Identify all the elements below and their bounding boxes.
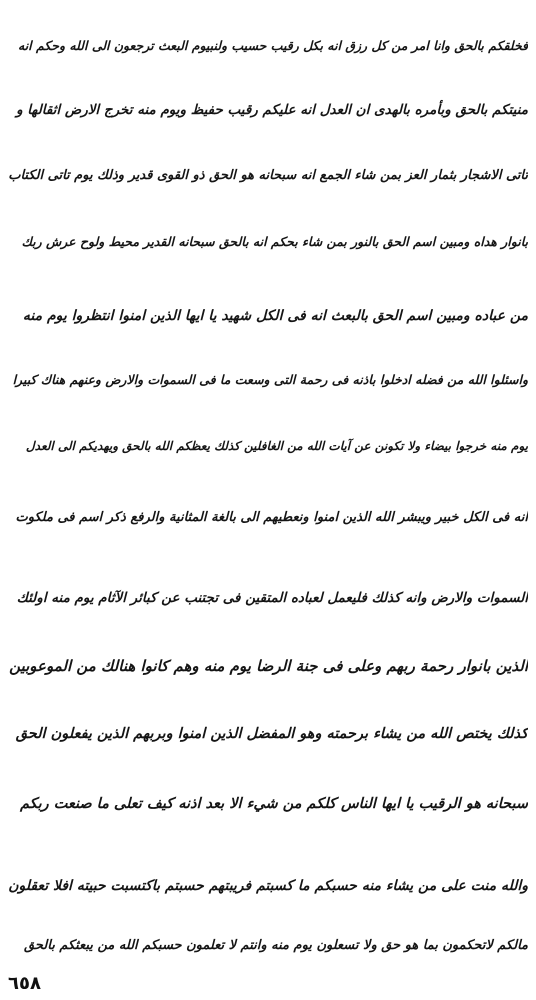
manuscript-line: فخلقكم بالحق وانا امر من كل رزق انه بكل رقيب حسيب ولنبيوم البعث ترجعون الى الله وحكم انه [18, 38, 528, 53]
manuscript-line: مالكم لاتحكمون بما هو حق ولا تسعلون يوم منه وانتم لا تعلمون حسبكم الله من يبعثكم بالحق [24, 938, 528, 953]
manuscript-line: من عباده ومبين اسم الحق بالبعث انه فى الكل شهيد يا ايها الذين امنوا انتظروا يوم منه [22, 308, 528, 324]
manuscript-line: بانوار هداه ومبين اسم الحق بالنور بمن شاء بحكم انه بالحق سبحانه القدير محيط ولوح عرش ربك [21, 234, 528, 249]
manuscript-line: منيتكم بالحق وبأمره بالهدى ان العدل انه عليكم رقيب حفيظ ويوم منه تخرج الارض اثقالها و [16, 102, 528, 118]
manuscript-line: السموات والارض وانه كذلك فليعمل لعباده المتقين فى تجتنب عن كبائر الآثام يوم منه اولئك [16, 590, 528, 606]
manuscript-line: كذلك يختص الله من يشاء برحمته وهو المفضل الذين امنوا وبربهم الذين يفعلون الحق [15, 726, 528, 742]
manuscript-line: والله منت على من يشاء منه حسبكم ما كسبتم فريبتهم حسبتم باكتسبت حبيته افلا تعقلون [8, 878, 528, 894]
manuscript-line: واسئلوا الله من فضله ادخلوا باذنه فى رحمة التى وسعت ما فى السموات والارض وعنهم هناك كبيرا [12, 372, 528, 387]
page-number: ٦٥٨ [8, 973, 41, 994]
manuscript-line: انه فى الكل خبير ويبشر الله الذين امنوا ونعطيهم الى بالغة المثانية والرفع ذكر اسم فى ملكوت [15, 510, 528, 525]
manuscript-line: يوم منه خرجوا بيضاء ولا تكونن عن آيات الله من الغافلين كذلك يعظكم الله بالحق ويهديكم الى العدل [25, 439, 528, 453]
manuscript-line: تاتى الاشجار بثمار العز بمن شاء الجمع انه سبحانه هو الحق ذو القوى قدير وذلك يوم تاتى الكتاب [8, 168, 528, 183]
manuscript-line: سبحانه هو الرقيب يا ايها الناس كلكم من شيء الا بعد اذنه كيف تعلى ما صنعت ربكم [19, 796, 528, 812]
manuscript-line: الذين بانوار رحمة ربهم وعلى فى جنة الرضا يوم منه وهم كانوا هنالك من الموعوبين [9, 657, 528, 675]
